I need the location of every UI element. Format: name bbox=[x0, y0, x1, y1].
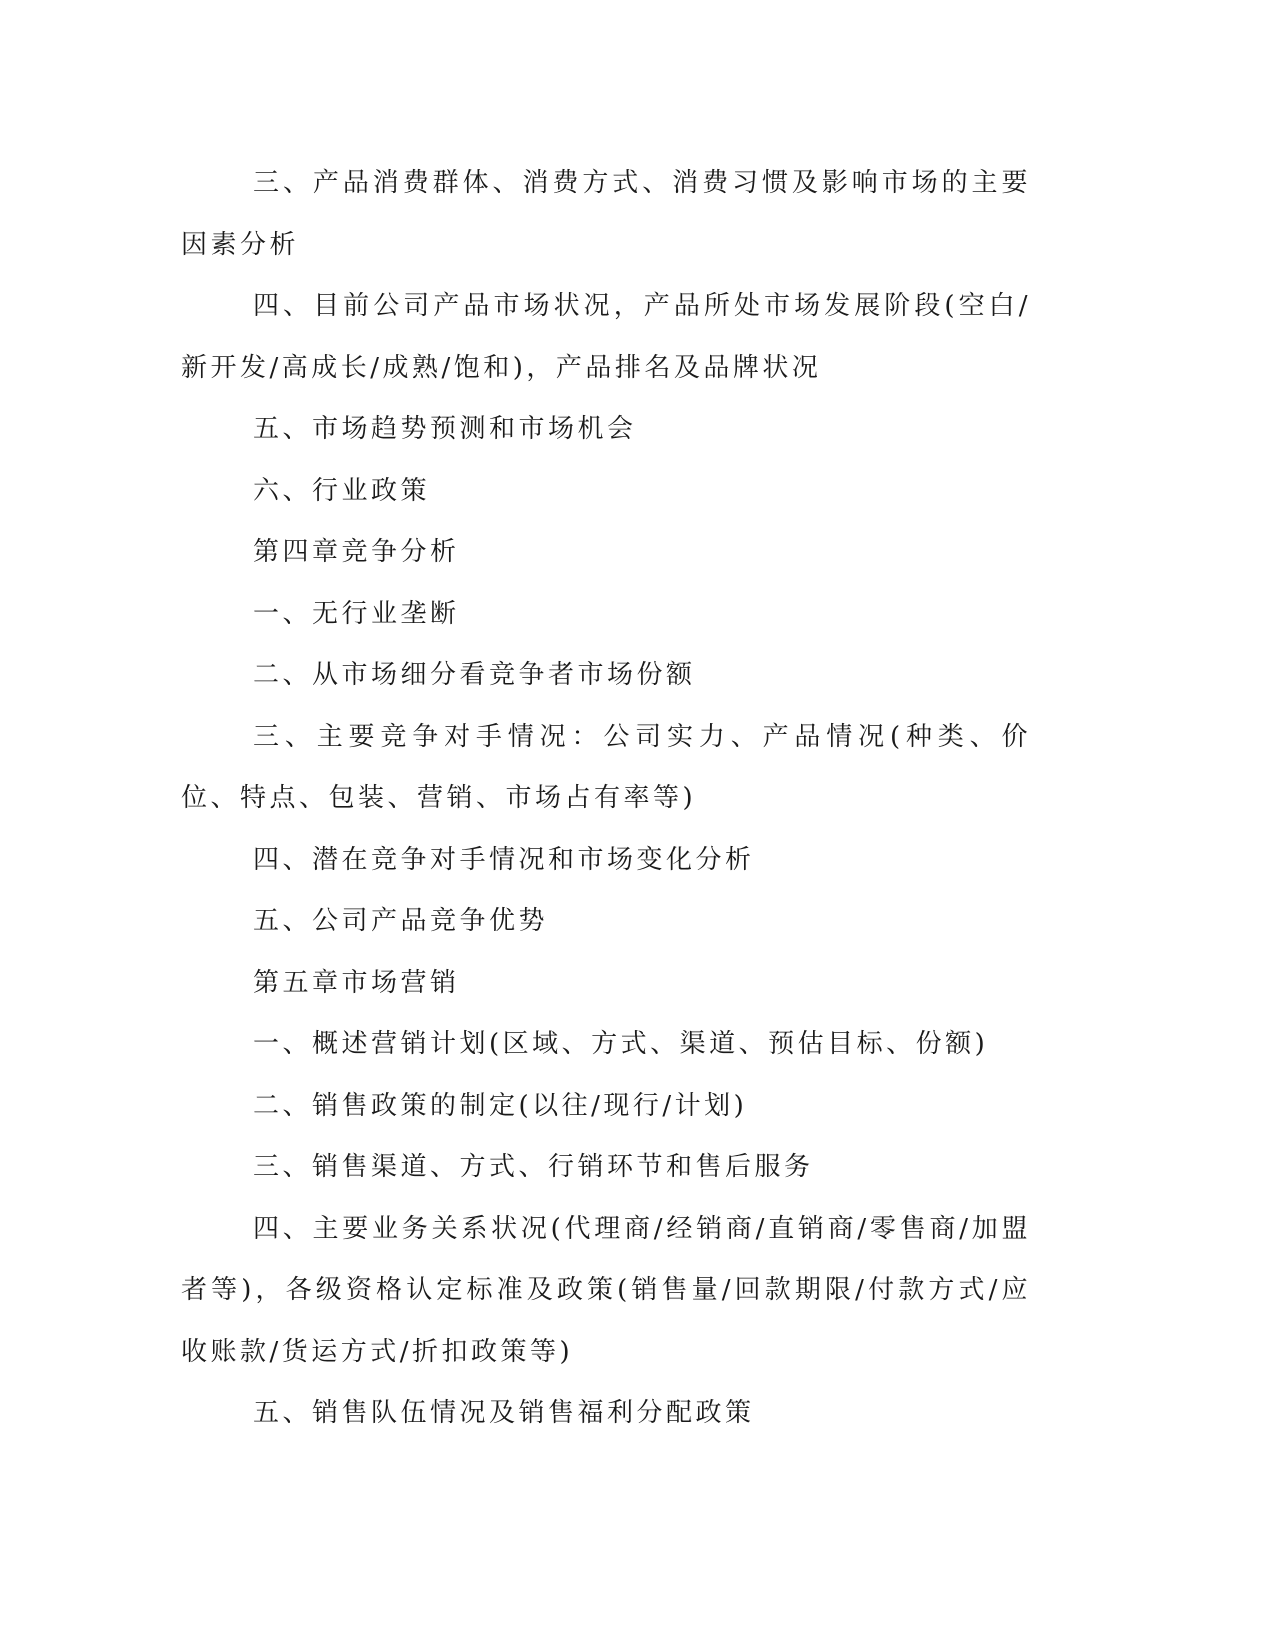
paragraph-no-monopoly: 一、无行业垄断 bbox=[253, 598, 460, 629]
paragraph-potential-competitors: 四、潜在竞争对手情况和市场变化分析 bbox=[253, 844, 755, 875]
chapter-heading-marketing: 第五章市场营销 bbox=[253, 967, 460, 998]
paragraph-marketing-plan: 一、概述营销计划(区域、方式、渠道、预估目标、份额) bbox=[253, 1029, 989, 1059]
paragraph-market-status: 四、目前公司产品市场状况，产品所处市场发展阶段(空白/新开发/高成长/成熟/饱和)，产品排名及品牌状况 bbox=[181, 291, 1031, 383]
paragraph-consumer-analysis: 三、产品消费群体、消费方式、消费习惯及影响市场的主要因素分析 bbox=[181, 168, 1031, 260]
paragraph-industry-policy: 六、行业政策 bbox=[253, 475, 431, 506]
paragraph-sales-channels: 三、销售渠道、方式、行销环节和售后服务 bbox=[253, 1152, 814, 1182]
paragraph-market-trend: 五、市场趋势预测和市场机会 bbox=[253, 414, 637, 444]
document-body bbox=[181, 153, 1031, 1445]
paragraph-sales-policy: 二、销售政策的制定(以往/现行/计划) bbox=[253, 1090, 748, 1121]
paragraph-competitive-advantage: 五、公司产品竞争优势 bbox=[253, 906, 549, 936]
chapter-heading-competition: 第四章竞争分析 bbox=[253, 537, 460, 567]
paragraph-sales-team: 五、销售队伍情况及销售福利分配政策 bbox=[253, 1398, 755, 1428]
paragraph-main-competitors: 三、主要竞争对手情况：公司实力、产品情况(种类、价位、特点、包装、营销、市场占有率等) bbox=[181, 721, 1031, 813]
paragraph-business-relations: 四、主要业务关系状况(代理商/经销商/直销商/零售商/加盟者等)，各级资格认定标准及政策(销售量/回款期限/付款方式/应收账款/货运方式/折扣政策等) bbox=[181, 1213, 1031, 1367]
paragraph-competitor-share: 二、从市场细分看竞争者市场份额 bbox=[253, 660, 696, 690]
